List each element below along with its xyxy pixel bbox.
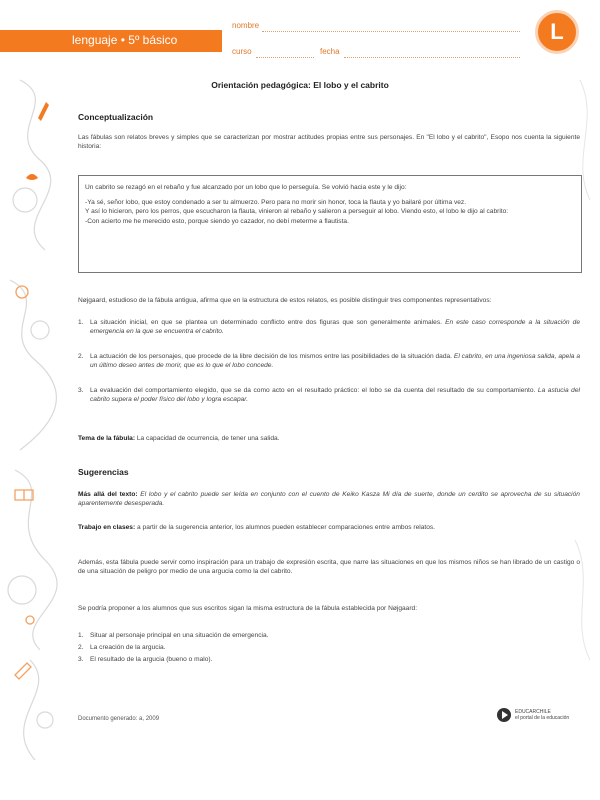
logo-line-1: EDUCARCHILE <box>515 709 551 715</box>
course-label: curso <box>232 47 252 56</box>
story-paragraph-2: -Ya sé, señor lobo, que estoy condenado a ser tu almuerzo. Pero para no morir sin honor, toca la flauta y yo bailaré por última vez. <box>85 199 467 207</box>
date-label: fecha <box>320 47 340 56</box>
separator-dot: • <box>120 33 125 47</box>
sugerencia-expresion-escrita: Además, esta fábula puede servir como inspiración para un trabajo de expresión escrita, que narre las situaciones en que los mismos niños se han librado de un castigo o de una situación de peligro por medio de una argucia como la del cabrito. <box>78 559 580 576</box>
analysis-list-item <box>78 352 580 370</box>
section-heading-sugerencias: Sugerencias <box>78 467 129 477</box>
list-text-italic: En este caso corresponde a la situación de emergencia en la que se encuentra el cabrito. <box>90 319 581 336</box>
section-heading-conceptualizacion: Conceptualización <box>78 112 154 122</box>
sugerencia-estructura: Se podría proponer a los alumnos que sus escritos sigan la misma estructura de la fábula establecida por Nøjgaard: <box>78 605 418 612</box>
logo-line-2: el portal de la educación <box>515 715 570 721</box>
list-text: El resultado de la argucia (bueno o malo). <box>90 656 213 663</box>
trabajo-text: a partir de la sugerencia anterior, los alumnos pueden establecer comparaciones entre ambos relatos. <box>137 524 436 531</box>
play-circle-icon <box>497 708 511 722</box>
story-paragraph-3: Y así lo hicieron, pero los perros, que escucharon la flauta, vinieron al rebaño y salieron a perseguir al lobo. Viendo esto, el lobo le dijo al cabrito: <box>85 208 509 216</box>
list-text-italic: La astucia del cabrito supera el poder físico del lobo y logra escapar. <box>90 387 580 404</box>
list-text: Situar al personaje principal en una situación de emergencia. <box>90 632 269 639</box>
list-number: 2. <box>78 644 84 651</box>
decorative-right-doodles <box>570 40 600 800</box>
story-box <box>78 175 582 273</box>
theme-label: Tema de la fábula: <box>78 435 136 442</box>
conceptualizacion-intro: Las fábulas son relatos breves y simples que se caracterizan por mostrar actitudes propias entre sus personajes. En "El lobo y el cabrito", Esopo nos cuenta la siguiente historia: <box>78 134 580 151</box>
subject-label: lenguaje <box>72 33 118 47</box>
list-text: La creación de la argucia. <box>90 644 166 651</box>
theme-line <box>78 434 580 443</box>
sugerencia-list-item <box>78 643 580 652</box>
educarchile-logo <box>497 708 569 722</box>
header-subject-grade <box>72 33 177 47</box>
mas-alla-text: El lobo y el cabrito puede ser leída en conjunto con el cuento de Keiko Kasza Mi día de suerte, donde un cerdito se aprovecha de su situación aparentemente desesperada. <box>78 491 580 508</box>
grade-label: 5º básico <box>128 33 178 47</box>
mas-alla-label: Más allá del texto: <box>78 491 138 498</box>
sugerencia-trabajo <box>78 523 580 532</box>
story-paragraph-4: -Con acierto me he merecido esto, porque siendo yo cazador, no debí meterme a flautista. <box>85 217 349 225</box>
sugerencia-list-item <box>78 655 580 664</box>
list-text-italic: El cabrito, en una ingeniosa salida, apela a un último deseo antes de morir, que es lo que el lobo concede. <box>90 353 580 370</box>
sugerencia-list-item <box>78 631 580 640</box>
list-number: 3. <box>78 656 84 663</box>
list-text: La evaluación del comportamiento elegido, que se da como acto en el resultado práctico: el lobo se da cuenta del resultado de su comportamiento. <box>90 387 536 394</box>
date-field-line[interactable] <box>344 57 520 58</box>
analysis-list-item <box>78 386 580 404</box>
story-paragraph-1: Un cabrito se rezagó en el rebaño y fue alcanzado por un lobo que lo perseguía. Se volvió hacia este y le dijo: <box>85 184 407 191</box>
theme-text: La capacidad de ocurrencia, de tener una salida. <box>136 435 280 442</box>
list-number: 2. <box>78 353 84 360</box>
analysis-intro: Nøjgaard, estudioso de la fábula antigua, afirma que en la estructura de estos relatos, es posible distinguir tres componentes representativos: <box>78 297 492 304</box>
name-label: nombre <box>232 21 260 30</box>
list-text: La actuación de los personajes, que procede de la libre decisión de los mismos entre las posibilidades de la situación dada. <box>90 353 453 360</box>
document-title: Orientación pedagógica: El lobo y el cabrito <box>211 80 389 90</box>
list-number: 3. <box>78 387 84 394</box>
trabajo-label: Trabajo en clases: <box>78 524 136 531</box>
course-field-line[interactable] <box>256 57 314 58</box>
subject-logo-badge: L <box>535 10 579 54</box>
decorative-margin-doodles <box>0 0 70 800</box>
name-field-line[interactable] <box>262 31 520 32</box>
footer-credit: Documento generado: a, 2009 <box>78 716 160 722</box>
list-text: La situación inicial, en que se plantea un determinado conflicto entre dos figuras que son generalmente animales. <box>90 319 442 326</box>
list-number: 1. <box>78 632 84 639</box>
analysis-list-item <box>78 318 580 336</box>
list-number: 1. <box>78 319 84 326</box>
sugerencia-mas-alla <box>78 490 580 508</box>
